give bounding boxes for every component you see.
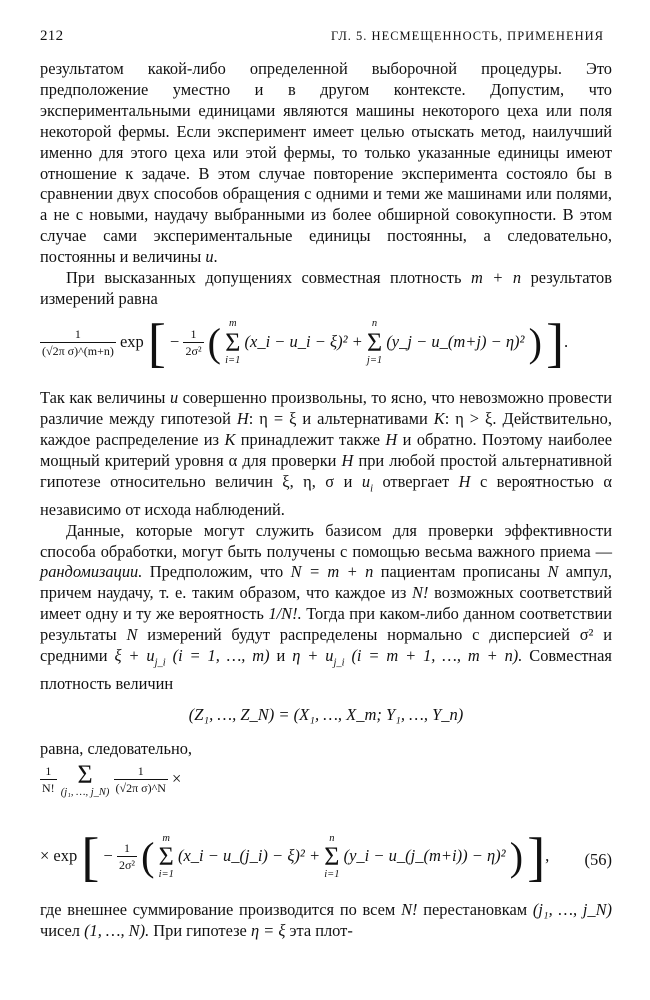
formula-fraction: $\frac{1}{\text{(√2π σ)\textasciicircum{}(m+n)}}$: [42, 326, 114, 358]
formula-joint-density: $\frac{1}{\text{(√2π σ)\textasciicircum{}(m+n)}}$ exp [ − $\frac{1}{\text{2σ²}}$ ( m Σ i=1 (x_i − u_i − ξ)² + n Σ j=1 (y_j − u_(m+j) − η)² ) ].: [42, 312, 569, 373]
formula-variables: (Z₁, …, Z_N) = (X₁, …, X_m; Y₁, …, Y_n): [188, 705, 464, 725]
formula-56: (56) × exp [ − $\frac{1}{\text{2σ²}}$ ( m Σ i=1 (x_i − u_(j_i) − ξ)² + n Σ i=1 (y_i − u_(j_(m+i)) − η)² ) ],: [40, 827, 612, 888]
page: [40, 28, 612, 942]
paragraph-4: Данные, которые могут служить базисом для проверки эффективности способа обработки, могут быть получены с помощью весьма важного приема — рандомизации. Предположим, что N = m + n пациентам прописаны N ампул, причем наудачу, т. е. таким образом, что каждое из N! возможных соответствий имеет одну и ту же вероятность 1/N!. Тогда при каком-либо данном соответствии результаты N измерений будут распределены нормально с дисперсией σ² и средними $\xi + u_{j\_i}$ (i = 1, …, m) и $\eta + u_{j\_i}$ (i = m + 1, …, m + n). Совместная плотность величин: [40, 520, 612, 694]
paragraph-5: равна, следовательно,: [40, 739, 193, 759]
paragraph-2: При высказанных допущениях совместная плотность m + n результатов измерений равна: [40, 268, 612, 308]
running-title: ГЛ. 5. НЕСМЕЩЕННОСТЬ, ПРИМЕНЕНИЯ: [331, 29, 604, 43]
paragraph-6: где внешнее суммирование производится по всем N! перестановкам (j₁, …, j_N) чисел (1, …, N). При гипотезе η = ξ эта плот-: [40, 900, 612, 940]
equation-number: (56): [584, 850, 612, 870]
paragraph-1: результатом какой-либо определенной выборочной процедуры. Это предположение уместно и в другом контексте. Допустим, что экспериментальными единицами являются машины некоторого цеха или поля некоторой фермы. Если эксперимент имеет целью отыскать метод, наилучший именно для этого цеха или этой фермы, то только указанные единицы имеют отношение к задаче. В этом случае повторение эксперимента состояло бы в сравнении двух способов обращения с одними и теми же машинами или полями, а не с новыми, наудачу выбранными из более обширной совокупности. В этом случае сами экспериментальные единицы постоянны, а следовательно, постоянны и величины u.: [40, 59, 612, 267]
formula-sum-prefix: $\frac{1}{N!}$ Σ (j₁, …, j_N) $\frac{1}{\text{(√2π σ)\textasciicircum{}N}}$ ×: [42, 760, 182, 799]
page-number: 212: [40, 28, 64, 44]
sum-symbol: m Σ i=1: [225, 318, 241, 366]
running-header: [40, 28, 612, 45]
paragraph-3: Так как величины u совершенно произвольны, то ясно, что невозможно провести различие между гипотезой H: η = ξ и альтернативами K: η > ξ. Действительно, каждое распределение из K принадлежит также H и обратно. Поэтому наиболее мощный критерий уровня α для проверки H при любой простой альтернативной гипотезе относительно величин ξ, η, σ и $u_i$ отвергает H с вероятностью α независимо от исхода наблюдений.: [40, 387, 613, 519]
